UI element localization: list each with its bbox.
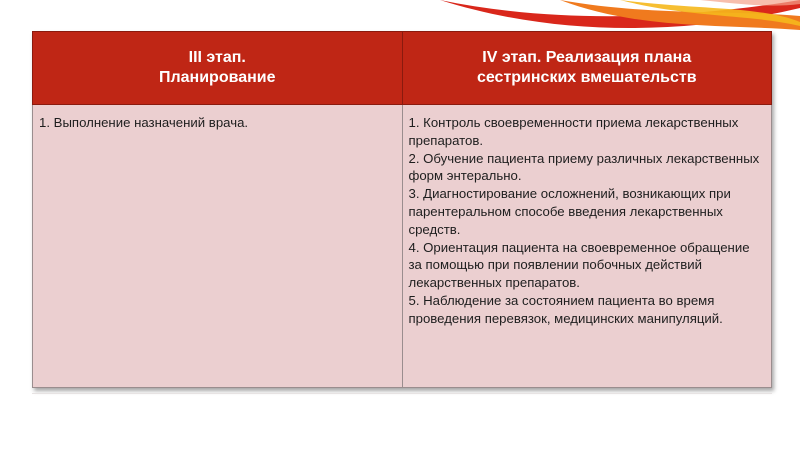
header-stage-3-line1: III этап. [188,49,246,66]
table-row [33,105,772,388]
cell-planning [33,105,403,388]
list-item: 5. Наблюдение за состоянием пациента во время проведения перевязок, медицинских манипуляций. [408,292,723,326]
header-stage-3 [33,32,403,105]
list-item: 1. Выполнение назначений врача. [39,115,249,130]
stages-table-container [32,31,772,388]
list-item: 2. Обучение пациента приему различных лекарственных форм энтерально. [408,150,760,184]
cell-implementation [402,105,772,388]
decor-swoosh-light [700,0,800,6]
divider [32,393,772,394]
list-item: 4. Ориентация пациента на своевременное обращение за помощью при появлении побочных действий лекарственных препаратов. [408,239,750,291]
header-stage-3-line2: Планирование [158,69,276,86]
header-stage-4 [402,32,772,105]
header-stage-4-line1: IV этап. Реализация плана [482,49,692,66]
stages-table [32,31,772,388]
table-header-row [33,32,772,105]
list-item: 1. Контроль своевременности приема лекарственных препаратов. [408,115,739,148]
header-stage-4-line2: сестринских вмешательств [476,69,697,86]
list-item: 3. Диагностирование осложнений, возникающих при парентеральном способе введения лекарственных средств. [408,186,731,237]
